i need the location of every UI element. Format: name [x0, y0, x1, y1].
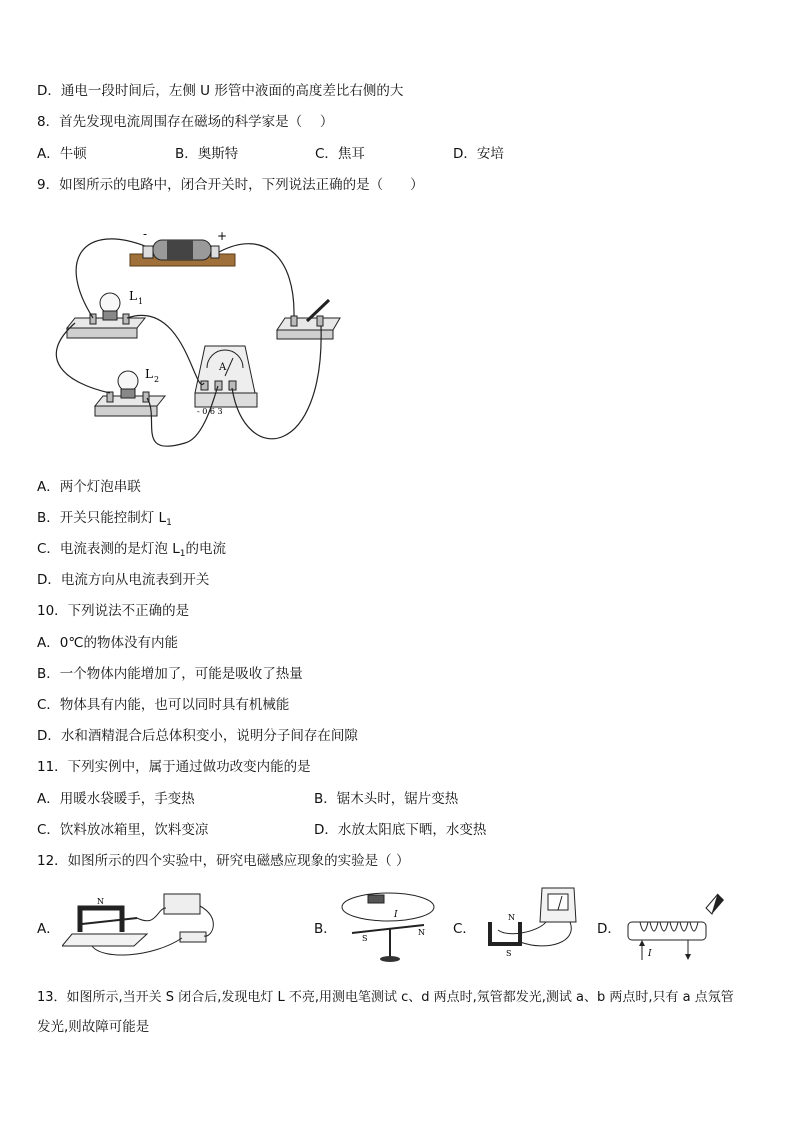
q8-option-b: B．奥斯特: [175, 146, 239, 162]
q8-option-a: A．牛顿: [37, 146, 87, 162]
switch-icon: [180, 932, 206, 942]
bulb-l2-icon: [118, 371, 138, 391]
q8-option-d: D．安培: [453, 146, 504, 162]
q11-option-c: C．饮料放冰箱里，饮料变凉: [37, 822, 209, 838]
svg-text:I: I: [394, 910, 398, 920]
q11-option-a: A．用暖水袋暖手，手变热: [37, 791, 195, 807]
q9-option-d: D．电流方向从电流表到开关: [37, 572, 210, 588]
ammeter-terminals-label: - 0.6 3: [197, 407, 223, 416]
q12-figure-a: [62, 888, 230, 960]
battery-minus-label: -: [143, 227, 148, 241]
l1-subscript: 1: [138, 297, 144, 306]
q12-stem: 12．如图所示的四个实验中，研究电磁感应现象的实验是（ ）: [37, 853, 410, 869]
q7-option-d: D．通电一段时间后，左侧 U 形管中液面的高度差比右侧的大: [37, 83, 404, 99]
battery-plus-label: +: [217, 229, 228, 243]
compass-needle-icon: [352, 925, 424, 933]
q9-option-c: C．电流表测的是灯泡 $L_1$的电流: [37, 541, 226, 559]
q10-option-c: C．物体具有内能，也可以同时具有机械能: [37, 697, 290, 713]
q12-option-c: C．: [453, 921, 476, 937]
svg-text:S: S: [506, 949, 512, 958]
q8-option-c: C．焦耳: [315, 146, 365, 162]
q10-option-a: A．0℃的物体没有内能: [37, 635, 178, 651]
wire-loop-icon: [342, 893, 434, 921]
q11-option-b: B．锯木头时，锯片变热: [314, 791, 459, 807]
q13-stem-line1: 13．如图所示,当开关 S 闭合后,发现电灯 L 不亮,用测电笔测试 c、d 两点时,氖管都发光,测试 a、b 两点时,只有 a 点氖管: [37, 990, 734, 1005]
l2-label: L: [145, 367, 153, 381]
q12-option-b: B．: [314, 921, 337, 937]
svg-text:N: N: [508, 913, 515, 922]
ammeter-a-label: A: [219, 362, 227, 373]
battery-label-band: [167, 240, 193, 260]
svg-text:N: N: [97, 897, 104, 906]
svg-text:I: I: [648, 949, 652, 959]
q8-stem: 8．首先发现电流周围存在磁场的科学家是（ ）: [37, 114, 334, 130]
q12-figure-d: [622, 890, 734, 965]
q9-stem: 9．如图所示的电路中，闭合开关时，下列说法正确的是（ ）: [37, 177, 424, 193]
q12-option-d: D．: [597, 921, 621, 937]
svg-text:S: S: [362, 934, 368, 943]
q12-option-a: A．: [37, 921, 60, 937]
q13-stem-line2: 发光,则故障可能是: [37, 1019, 150, 1035]
l2-subscript: 2: [154, 375, 160, 384]
l1-label: L: [129, 289, 137, 303]
q10-option-b: B．一个物体内能增加了，可能是吸收了热量: [37, 666, 303, 682]
q11-option-d: D．水放太阳底下晒，水变热: [314, 822, 487, 838]
q9-circuit-figure: [45, 218, 355, 458]
q11-stem: 11．下列实例中，属于通过做功改变内能的是: [37, 759, 311, 775]
q9-option-b: B．开关只能控制灯 $L_1$: [37, 510, 172, 528]
battery-box-icon: [164, 894, 200, 914]
bulb-l1-icon: [100, 293, 120, 313]
q10-option-d: D．水和酒精混合后总体积变小，说明分子间存在间隙: [37, 728, 358, 744]
q12-figure-c: [478, 882, 588, 962]
q12-figure-b: [338, 885, 438, 967]
svg-text:N: N: [418, 928, 425, 937]
q9-option-a: A．两个灯泡串联: [37, 479, 141, 495]
q10-stem: 10．下列说法不正确的是: [37, 603, 190, 619]
